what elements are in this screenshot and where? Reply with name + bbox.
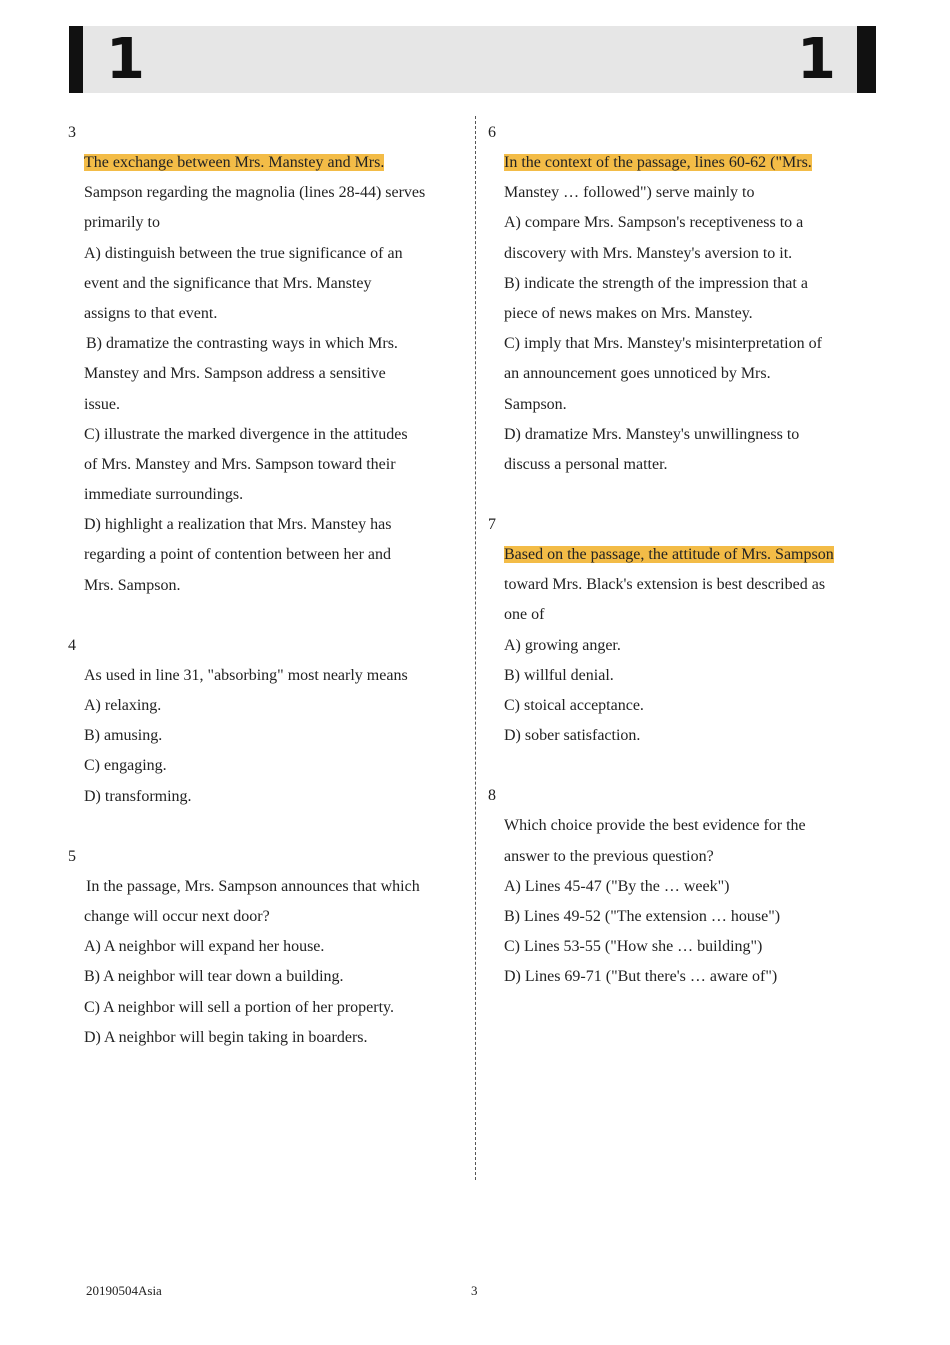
answer-choice-d: D) A neighbor will begin taking in boarders. xyxy=(84,1028,368,1046)
question-stem-line: change will occur next door? xyxy=(84,907,270,925)
answer-choice-c: C) Lines 53-55 ("How she … building") xyxy=(504,938,763,956)
question-number: 4 xyxy=(68,636,76,654)
answer-choice-a: A) growing anger. xyxy=(504,636,621,654)
question-5 xyxy=(68,842,453,1053)
question-stem-line: Which choice provide the best evidence for the xyxy=(504,817,806,835)
answer-choice-b: B) amusing. xyxy=(84,727,163,745)
answer-choice-a: A) Lines 45-47 ("By the … week") xyxy=(504,877,730,895)
question-8 xyxy=(488,781,873,992)
highlighted-text: The exchange between Mrs. Manstey and Mrs. xyxy=(84,154,385,171)
answer-choice-line: of Mrs. Manstey and Mrs. Sampson toward their xyxy=(84,455,396,473)
answer-choice-a: A) A neighbor will expand her house. xyxy=(84,938,325,956)
answer-choice-b: B) indicate the strength of the impression that a xyxy=(504,274,808,292)
section-bar-left xyxy=(69,26,83,93)
answer-choice-c: C) imply that Mrs. Manstey's misinterpretation of xyxy=(504,335,822,353)
question-body xyxy=(68,661,453,812)
answer-choice-d: D) highlight a realization that Mrs. Manstey has xyxy=(84,516,392,534)
section-header-band xyxy=(69,26,876,93)
question-number: 3 xyxy=(68,124,76,141)
section-number-right: 1 xyxy=(797,27,836,92)
question-number: 5 xyxy=(68,847,76,865)
question-stem-line: Sampson regarding the magnolia (lines 28-44) serves xyxy=(84,184,426,202)
answer-choice-a: A) relaxing. xyxy=(84,697,162,714)
left-column xyxy=(68,118,453,1083)
question-body xyxy=(488,540,873,751)
answer-choice-b: B) dramatize the contrasting ways in which Mrs. xyxy=(86,335,398,353)
section-bar-right xyxy=(857,26,876,93)
question-stem-line: answer to the previous question? xyxy=(504,847,714,865)
question-body xyxy=(488,148,873,480)
question-body xyxy=(68,872,453,1053)
answer-choice-line: discovery with Mrs. Manstey's aversion to it. xyxy=(504,244,793,262)
question-body xyxy=(488,811,873,992)
answer-choice-line: regarding a point of contention between her and xyxy=(84,546,391,564)
answer-choice-line: issue. xyxy=(84,395,120,413)
answer-choice-c: C) A neighbor will sell a portion of her property. xyxy=(84,998,395,1016)
question-stem-line: As used in line 31, "absorbing" most nearly means xyxy=(84,666,408,684)
question-stem-line: toward Mrs. Black's extension is best described as xyxy=(504,576,826,594)
highlighted-text: Based on the passage, the attitude of Mrs. Sampson xyxy=(504,546,834,564)
highlighted-text: In the context of the passage, lines 60-62 ("Mrs. xyxy=(504,154,812,171)
column-divider xyxy=(475,116,476,1180)
question-stem-line xyxy=(504,148,873,178)
question-stem-line: one of xyxy=(504,606,545,624)
section-number-left: 1 xyxy=(106,27,145,92)
answer-choice-line: event and the significance that Mrs. Manstey xyxy=(84,274,372,292)
answer-choice-line: discuss a personal matter. xyxy=(504,455,668,473)
answer-choice-line: piece of news makes on Mrs. Manstey. xyxy=(504,304,753,322)
right-column xyxy=(488,118,873,1023)
question-number: 8 xyxy=(488,787,496,805)
question-stem-line: primarily to xyxy=(84,214,160,232)
question-4 xyxy=(68,631,453,812)
answer-choice-d: D) sober satisfaction. xyxy=(504,727,641,745)
answer-choice-line: immediate surroundings. xyxy=(84,486,244,504)
answer-choice-b: B) willful denial. xyxy=(504,666,614,684)
question-stem-line: In the passage, Mrs. Sampson announces that which xyxy=(86,877,420,895)
answer-choice-d: D) transforming. xyxy=(84,787,192,805)
answer-choice-c: C) engaging. xyxy=(84,757,167,775)
question-3 xyxy=(68,118,453,601)
question-stem-line: Manstey … followed") serve mainly to xyxy=(504,184,755,202)
question-stem-line xyxy=(84,148,453,178)
answer-choice-line: assigns to that event. xyxy=(84,304,218,322)
page-number: 3 xyxy=(471,1283,478,1298)
question-number: 7 xyxy=(488,516,496,534)
answer-choice-line: Mrs. Sampson. xyxy=(84,576,181,594)
answer-choice-b: B) A neighbor will tear down a building. xyxy=(84,968,344,986)
answer-choice-c: C) illustrate the marked divergence in the attitudes xyxy=(84,425,408,443)
answer-choice-a: A) distinguish between the true significance of an xyxy=(84,244,403,262)
question-7 xyxy=(488,510,873,751)
question-body xyxy=(68,148,453,601)
answer-choice-b: B) Lines 49-52 ("The extension … house") xyxy=(504,907,781,925)
answer-choice-d: D) Lines 69-71 ("But there's … aware of") xyxy=(504,968,778,986)
answer-choice-line: Manstey and Mrs. Sampson address a sensitive xyxy=(84,365,386,383)
answer-choice-c: C) stoical acceptance. xyxy=(504,697,644,714)
question-stem-line xyxy=(504,540,873,570)
footer-code: 20190504Asia xyxy=(86,1283,162,1298)
question-number: 6 xyxy=(488,124,496,141)
answer-choice-a: A) compare Mrs. Sampson's receptiveness to a xyxy=(504,214,804,232)
answer-choice-d: D) dramatize Mrs. Manstey's unwillingness to xyxy=(504,425,800,443)
question-6 xyxy=(488,118,873,480)
answer-choice-line: an announcement goes unnoticed by Mrs. xyxy=(504,365,771,383)
answer-choice-line: Sampson. xyxy=(504,395,567,413)
